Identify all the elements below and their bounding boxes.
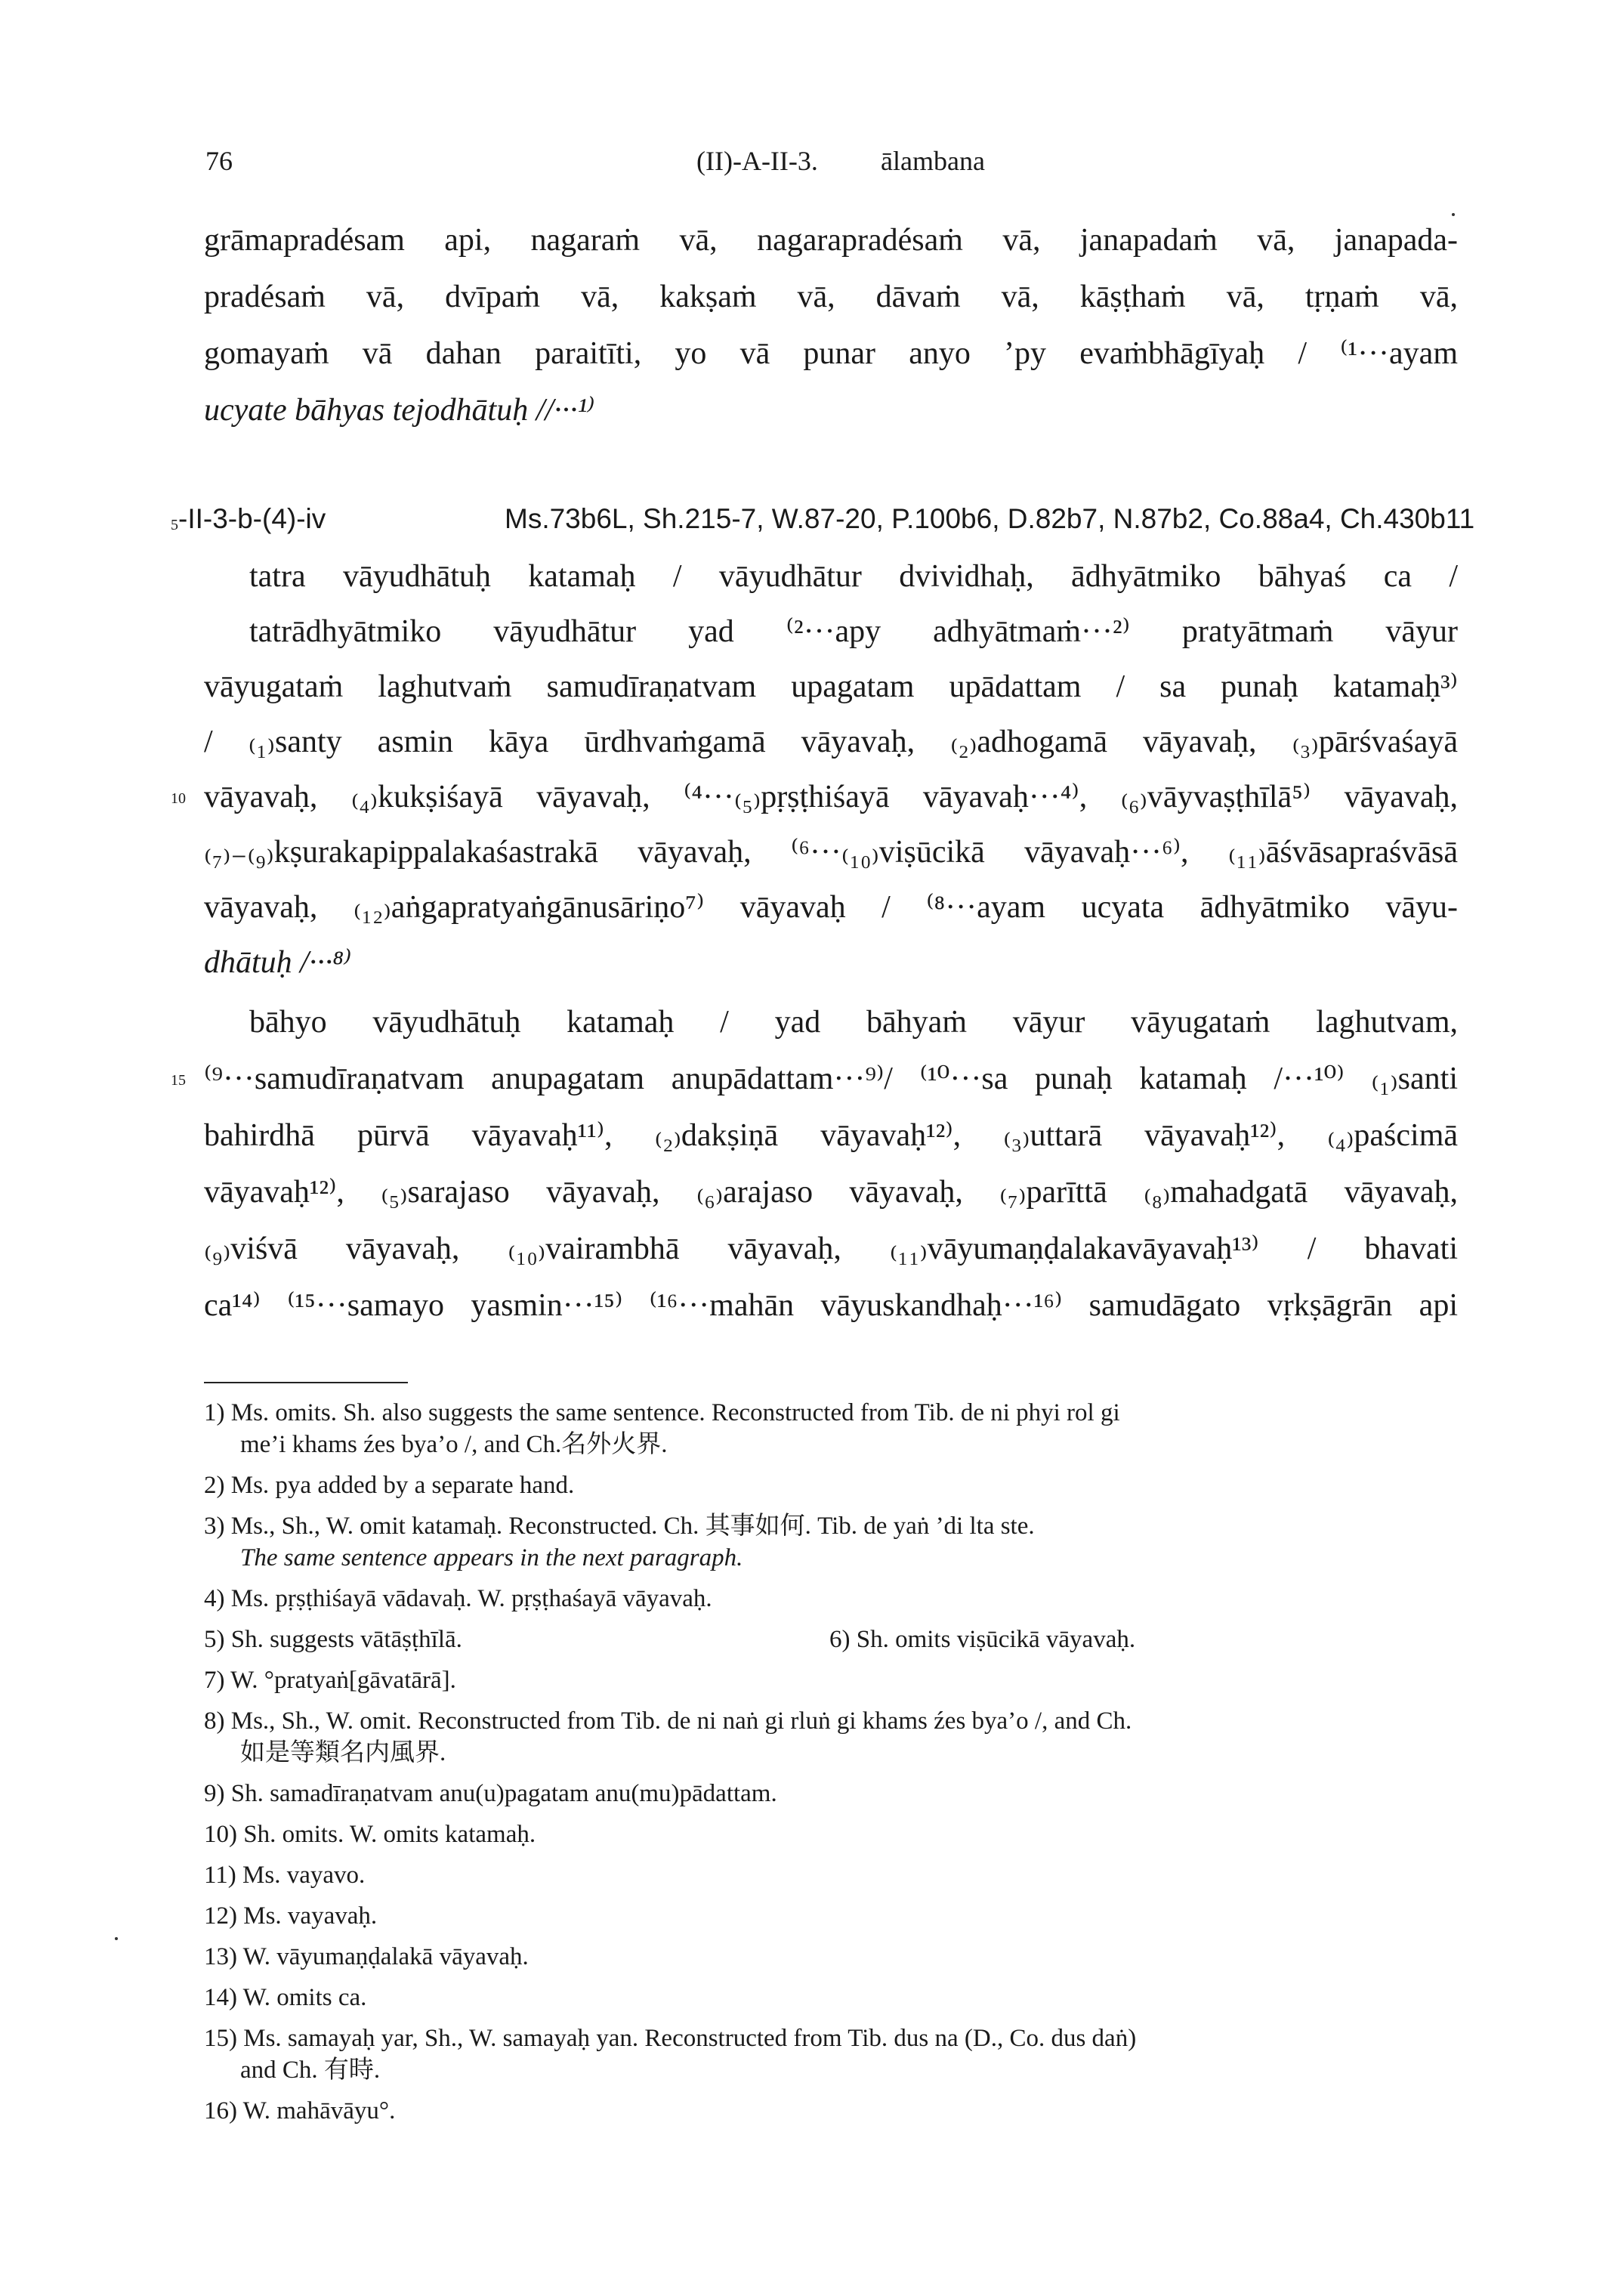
section-heading-refs: Ms.73b6L, Sh.215-7, W.87-20, P.100b6, D.82b7, N.87b2, Co.88a4, Ch.430b11 bbox=[505, 503, 1475, 534]
text-line: tatra vāyudhātuḥ katamaḥ / vāyudhātur dvividhaḥ, ādhyātmiko bāhyaś ca / bbox=[249, 559, 1458, 594]
text-line: ca¹⁴⁾ ⁽¹⁵···samayo yasmin···¹⁵⁾ ⁽¹⁶···mahān vāyuskandhaḥ···¹⁶⁾ samudāgato vṛkṣāgrān api bbox=[204, 1288, 1458, 1323]
footnote: The same sentence appears in the next paragraph. bbox=[240, 1544, 743, 1571]
footnote: 4) Ms. pṛṣṭhiśayā vādavaḥ. W. pṛṣṭhaśayā vāyavaḥ. bbox=[204, 1585, 712, 1612]
text-line: bāhyo vāyudhātuḥ katamaḥ / yad bāhyaṁ vāyur vāyugataṁ laghutvam, bbox=[249, 1005, 1458, 1040]
text-line: bahirdhā pūrvā vāyavaḥ¹¹⁾, ₍₂₎dakṣiṇā vāyavaḥ¹²⁾, ₍₃₎uttarā vāyavaḥ¹²⁾, ₍₄₎paścimā bbox=[204, 1118, 1458, 1153]
footnote: 13) W. vāyumaṇḍalakā vāyavaḥ. bbox=[204, 1943, 529, 1970]
text-line: / ₍₁₎santy asmin kāya ūrdhvaṁgamā vāyavaḥ, ₍₂₎adhogamā vāyavaḥ, ₍₃₎pārśvaśayā bbox=[204, 725, 1458, 759]
footnote: 7) W. °pratyaṅ[gāvatārā]. bbox=[204, 1667, 456, 1694]
footnote: 2) Ms. pya added by a separate hand. bbox=[204, 1472, 575, 1499]
footnote: 15) Ms. samayaḥ yar, Sh., W. samayaḥ yan. Reconstructed from Tib. dus na (D., Co. dus daṅ) bbox=[204, 2025, 1137, 2052]
text-line: vāyavaḥ¹²⁾, ₍₅₎sarajaso vāyavaḥ, ₍₆₎arajaso vāyavaḥ, ₍₇₎parīttā ₍₈₎mahadgatā vāyavaḥ, bbox=[204, 1175, 1458, 1210]
footnote-separator bbox=[204, 1382, 408, 1383]
footnote: 10) Sh. omits. W. omits katamaḥ. bbox=[204, 1821, 536, 1848]
text-line: ₍₉₎viśvā vāyavaḥ, ₍₁₀₎vairambhā vāyavaḥ, ₍₁₁₎vāyumaṇḍalakavāyavaḥ¹³⁾ / bhavati bbox=[204, 1231, 1458, 1266]
footnote: 11) Ms. vayavo. bbox=[204, 1862, 366, 1889]
footnote: 8) Ms., Sh., W. omit. Reconstructed from Tib. de ni naṅ gi rluṅ gi khams źes bya’o /, and Ch. bbox=[204, 1707, 1132, 1735]
line-number: 15 bbox=[171, 1072, 186, 1089]
section-heading-label: -II-3-b-(4)-iv bbox=[178, 503, 326, 534]
text-line: gomayaṁ vā dahan paraitīti, yo vā punar anyo ’py evaṁbhāgīyaḥ / ⁽¹···ayam bbox=[204, 336, 1458, 371]
text-line: pradésaṁ vā, dvīpaṁ vā, kakṣaṁ vā, dāvaṁ vā, kāṣṭhaṁ vā, tṛṇaṁ vā, bbox=[204, 280, 1458, 314]
text-line: vāyavaḥ, ₍₄₎kukṣiśayā vāyavaḥ, ⁽⁴···₍₅₎pṛṣṭhiśayā vāyavaḥ···⁴⁾, ₍₆₎vāyvaṣṭhīlā⁵⁾ vāyavaḥ, bbox=[204, 780, 1458, 814]
running-title: ālambana bbox=[881, 146, 985, 176]
footnote: me’i khams źes bya’o /, and Ch.名外火界. bbox=[240, 1431, 668, 1458]
scan-speck bbox=[115, 1937, 118, 1940]
footnote: 如是等類名内風界. bbox=[240, 1739, 446, 1766]
scan-speck bbox=[1452, 213, 1455, 216]
text-line: ⁽⁹···samudīraṇatvam anupagatam anupādattam···⁹⁾/ ⁽¹⁰···sa punaḥ katamaḥ /···¹⁰⁾ ₍₁₎santi bbox=[204, 1061, 1458, 1096]
text-line: ucyate bāhyas tejodhātuḥ //···¹⁾ bbox=[204, 393, 595, 428]
footnote: 14) W. omits ca. bbox=[204, 1984, 367, 2011]
section-id: (II)-A-II-3. bbox=[696, 146, 818, 176]
text-line: vāyugataṁ laghutvaṁ samudīraṇatvam upagatam upādattam / sa punaḥ katamaḥ³⁾ bbox=[204, 669, 1458, 704]
footnote: 9) Sh. samadīraṇatvam anu(u)pagatam anu(mu)pādattam. bbox=[204, 1780, 777, 1807]
text-line: tatrādhyātmiko vāyudhātur yad ⁽²···apy adhyātmaṁ···²⁾ pratyātmaṁ vāyur bbox=[249, 614, 1458, 649]
page-number: 76 bbox=[205, 146, 233, 176]
footnote: 16) W. mahāvāyu°. bbox=[204, 2097, 396, 2124]
footnote: and Ch. 有時. bbox=[240, 2057, 381, 2084]
line-number: 10 bbox=[171, 790, 186, 807]
line-number: 5 bbox=[171, 517, 178, 533]
footnote: 1) Ms. omits. Sh. also suggests the same sentence. Reconstructed from Tib. de ni phyi rol gi bbox=[204, 1399, 1120, 1426]
footnote: 3) Ms., Sh., W. omit katamaḥ. Reconstructed. Ch. 其事如何. Tib. de yaṅ ’di lta ste. bbox=[204, 1513, 1035, 1540]
footnote: 5) Sh. suggests vātāṣṭhīlā. bbox=[204, 1626, 462, 1653]
footnote: 12) Ms. vayavaḥ. bbox=[204, 1902, 378, 1930]
text-line: vāyavaḥ, ₍₁₂₎aṅgapratyaṅgānusāriṇo⁷⁾ vāyavaḥ / ⁽⁸···ayam ucyata ādhyātmiko vāyu- bbox=[204, 890, 1458, 925]
text-line: dhātuḥ /···⁸⁾ bbox=[204, 945, 352, 980]
text-line: ₍₇₎₋₍₉₎kṣurakapippalakaśastrakā vāyavaḥ, ⁽⁶···₍₁₀₎viṣūcikā vāyavaḥ···⁶⁾, ₍₁₁₎āśvāsapraśvāsā bbox=[204, 835, 1458, 870]
footnote: 6) Sh. omits viṣūcikā vāyavaḥ. bbox=[829, 1626, 1136, 1653]
text-line: grāmapradésam api, nagaraṁ vā, nagarapradésaṁ vā, janapadaṁ vā, janapada- bbox=[204, 223, 1458, 258]
